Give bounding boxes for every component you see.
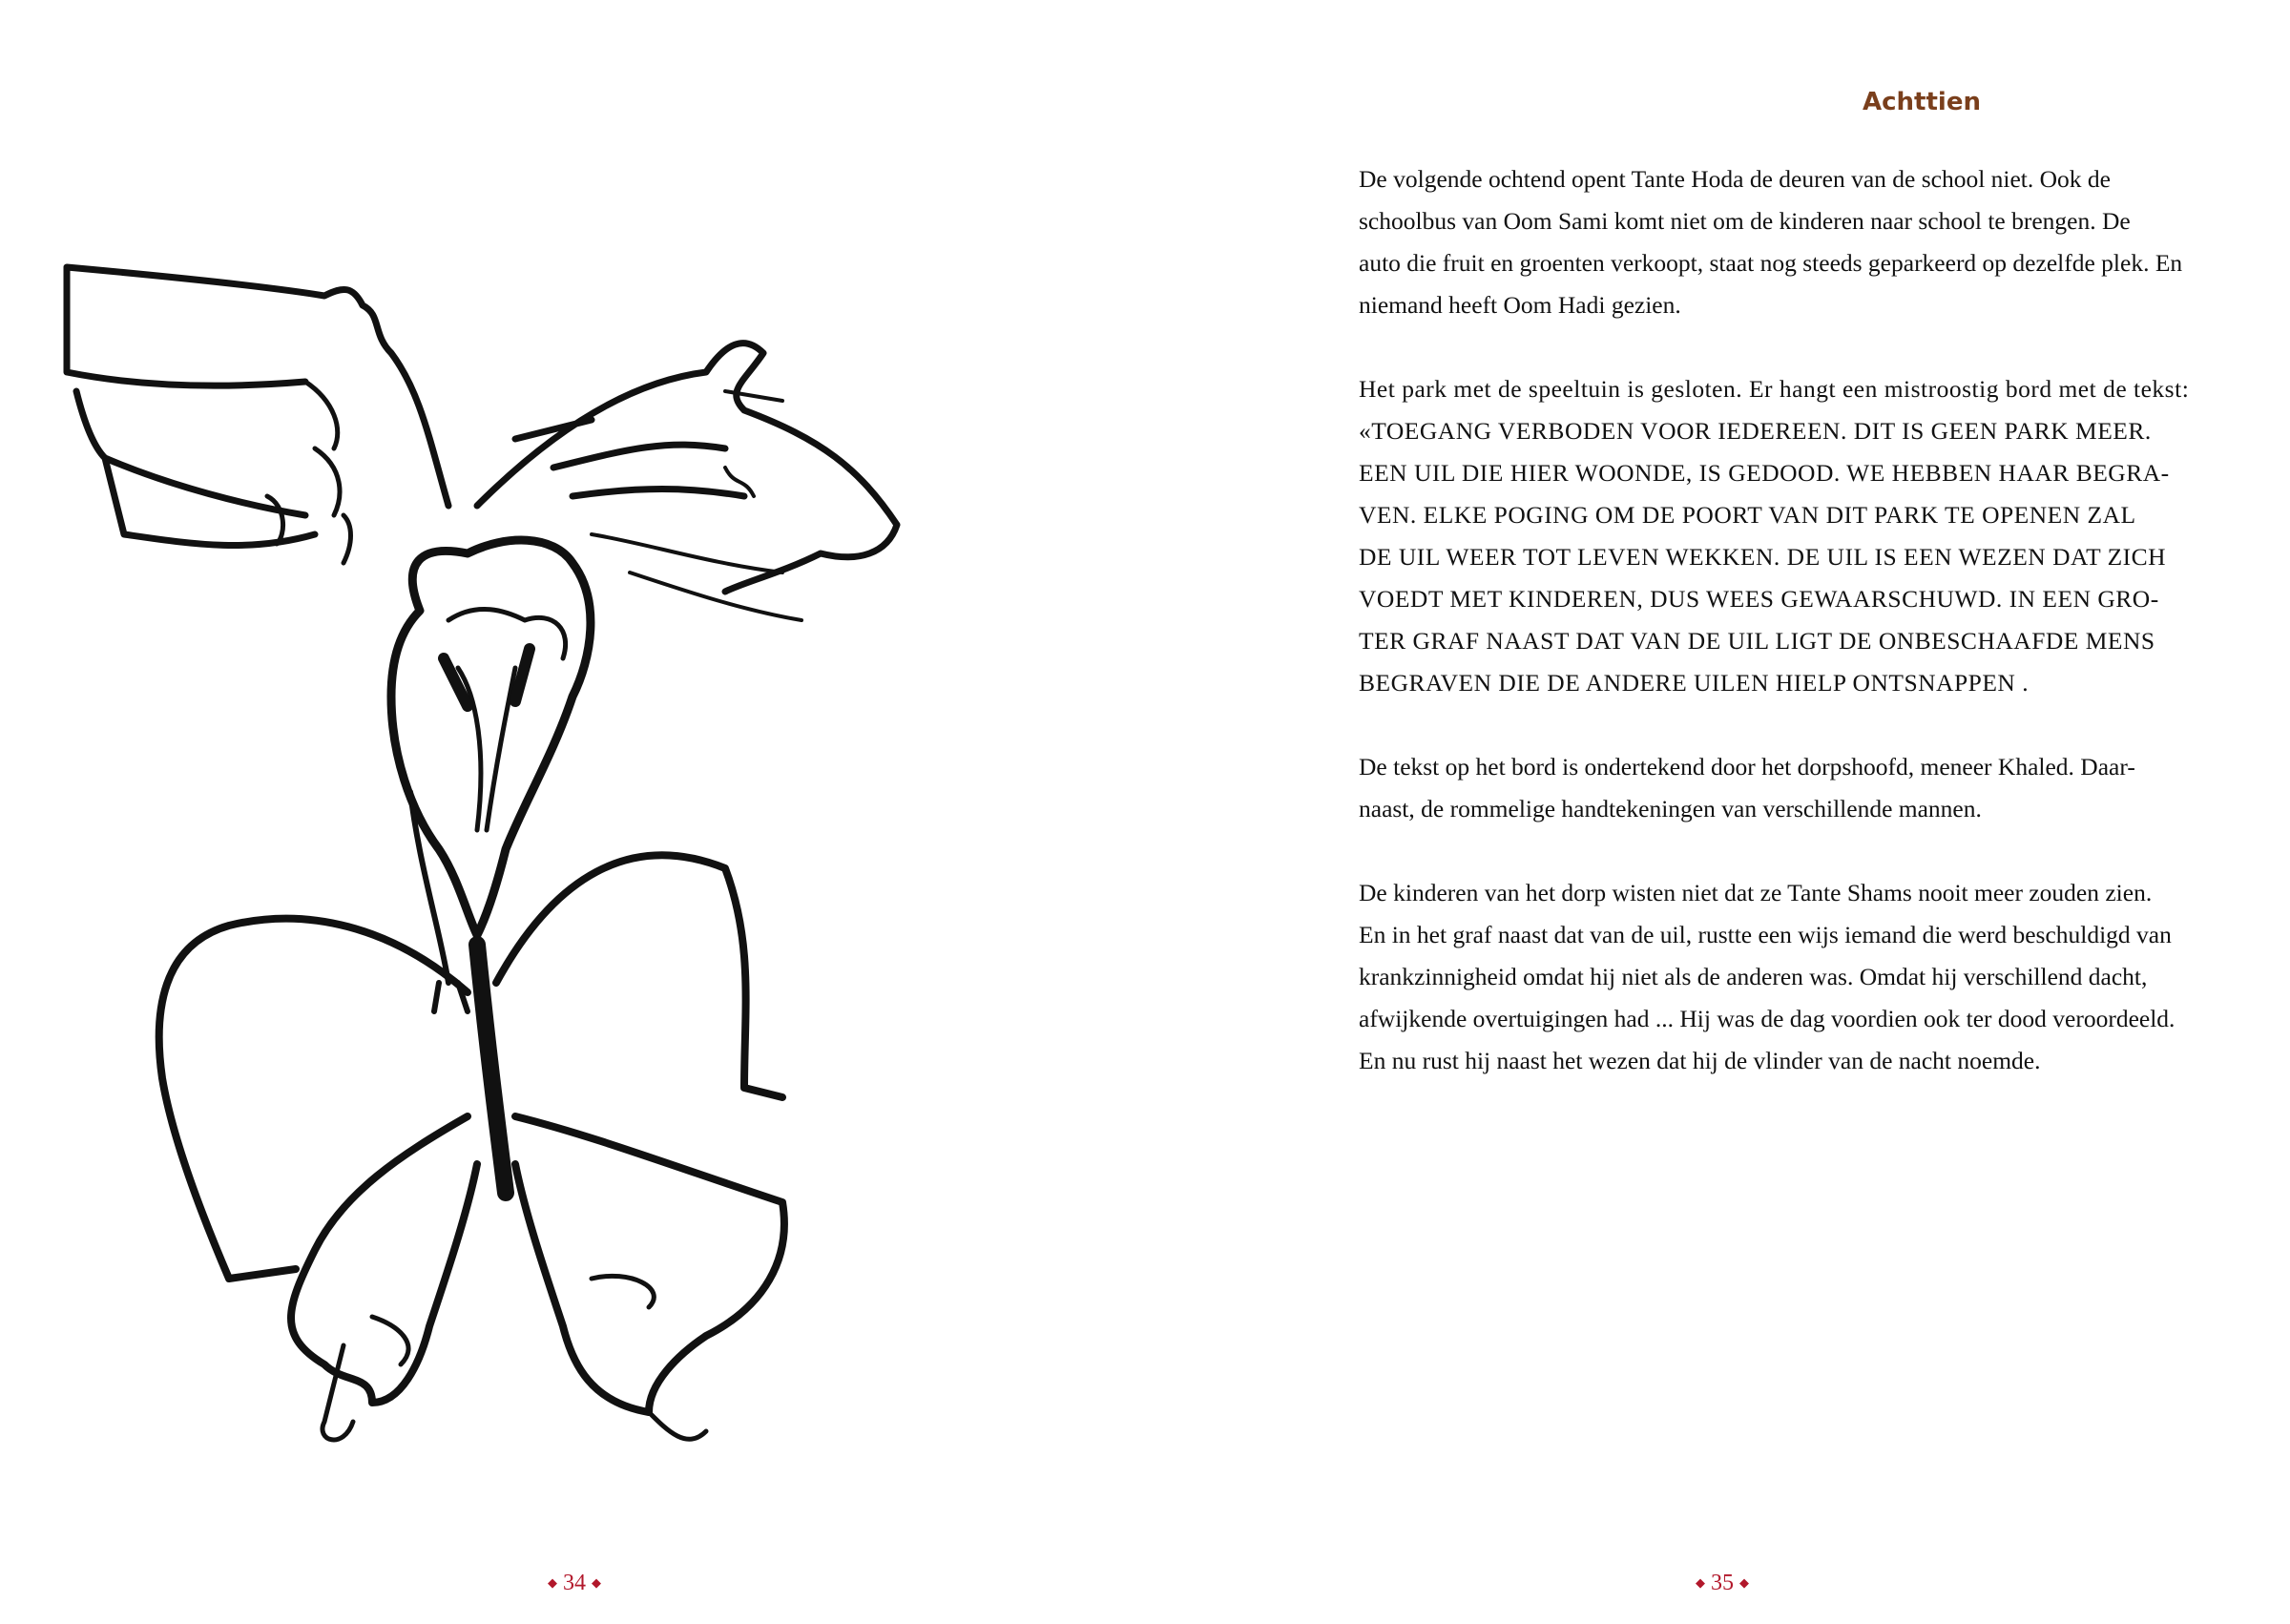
owl-head [391, 540, 591, 935]
ornament-diamond: ◆ [592, 1575, 601, 1590]
text-line: En nu rust hij naast het wezen dat hij de vlinder van de nacht noemde. [1359, 1047, 2041, 1074]
page-number-right [1690, 1571, 1755, 1596]
paragraph [1359, 368, 2246, 704]
text-line: De tekst op het bord is ondertekend door het dorpshoofd, meneer Khaled. Daar- [1359, 753, 2135, 781]
page-number-left [542, 1571, 607, 1596]
ornament-diamond: ◆ [548, 1575, 557, 1590]
owl-face [448, 609, 566, 830]
text-line: DE UIL WEER TOT LEVEN WEKKEN. DE UIL IS EEN WEZEN DAT ZICH [1359, 543, 2167, 571]
moth-wing-markings [323, 1276, 706, 1440]
paragraph [1359, 158, 2246, 326]
right-page [1145, 0, 2290, 1624]
ornament-diamond: ◆ [1739, 1575, 1749, 1590]
text-line: De kinderen van het dorp wisten niet dat ze Tante Shams nooit meer zouden zien. [1359, 879, 2153, 906]
text-line: «TOEGANG VERBODEN VOOR IEDEREEN. DIT IS GEEN PARK MEER. [1359, 417, 2152, 445]
chapter-title: Achttien [1863, 88, 1981, 116]
text-line: niemand heeft Oom Hadi gezien. [1359, 291, 1681, 319]
text-line: naast, de rommelige handtekeningen van verschillende mannen. [1359, 795, 1982, 822]
moth-upper-left-wing [159, 919, 468, 1279]
text-line: VOEDT MET KINDEREN, DUS WEES GEWAARSCHUWD. IN EEN GRO- [1359, 585, 2159, 613]
moth-body [477, 945, 506, 1193]
paragraph [1359, 872, 2246, 1082]
ornament-diamond: ◆ [1696, 1575, 1705, 1590]
body-text [1359, 158, 2246, 1124]
text-line: BEGRAVEN DIE DE ANDERE UILEN HIELP ONTSNAPPEN . [1359, 669, 2030, 697]
text-line: schoolbus van Oom Sami komt niet om de kinderen naar school te brengen. De [1359, 207, 2131, 235]
paragraph [1359, 746, 2246, 830]
moth-lower-left-wing [291, 1116, 477, 1403]
text-line: VEN. ELKE POGING OM DE POORT VAN DIT PARK TE OPENEN ZAL [1359, 501, 2136, 529]
moth-upper-right-wing [496, 855, 782, 1097]
moth-lower-right-wing [515, 1116, 784, 1412]
owl-moth-illustration [57, 258, 973, 1460]
text-line: auto die fruit en groenten verkoopt, staat nog steeds geparkeerd op dezelfde plek. En [1359, 249, 2183, 277]
page-number-value: 34 [563, 1571, 586, 1595]
owl-right-wing-feathers [592, 391, 802, 620]
text-line: krankzinnigheid omdat hij niet als de anderen was. Omdat hij verschillend dacht, [1359, 963, 2148, 990]
text-line: TER GRAF NAAST DAT VAN DE UIL LIGT DE ONBESCHAAFDE MENS [1359, 627, 2155, 655]
page-number-value: 35 [1711, 1571, 1734, 1595]
text-line: En in het graf naast dat van de uil, rustte een wijs iemand die werd beschuldigd van [1359, 921, 2172, 948]
owl-eyes [444, 649, 530, 706]
owl-left-wing [67, 267, 448, 546]
text-line: EEN UIL DIE HIER WOONDE, IS GEDOOD. WE HEBBEN HAAR BEGRA- [1359, 459, 2170, 487]
text-line: De volgende ochtend opent Tante Hoda de deuren van de school niet. Ook de [1359, 165, 2111, 193]
text-line: afwijkende overtuigingen had ... Hij was de dag voordien ook ter dood veroordeeld. [1359, 1005, 2176, 1032]
text-line: Het park met de speeltuin is gesloten. Er hangt een mistroostig bord met de tekst: [1359, 375, 2190, 403]
